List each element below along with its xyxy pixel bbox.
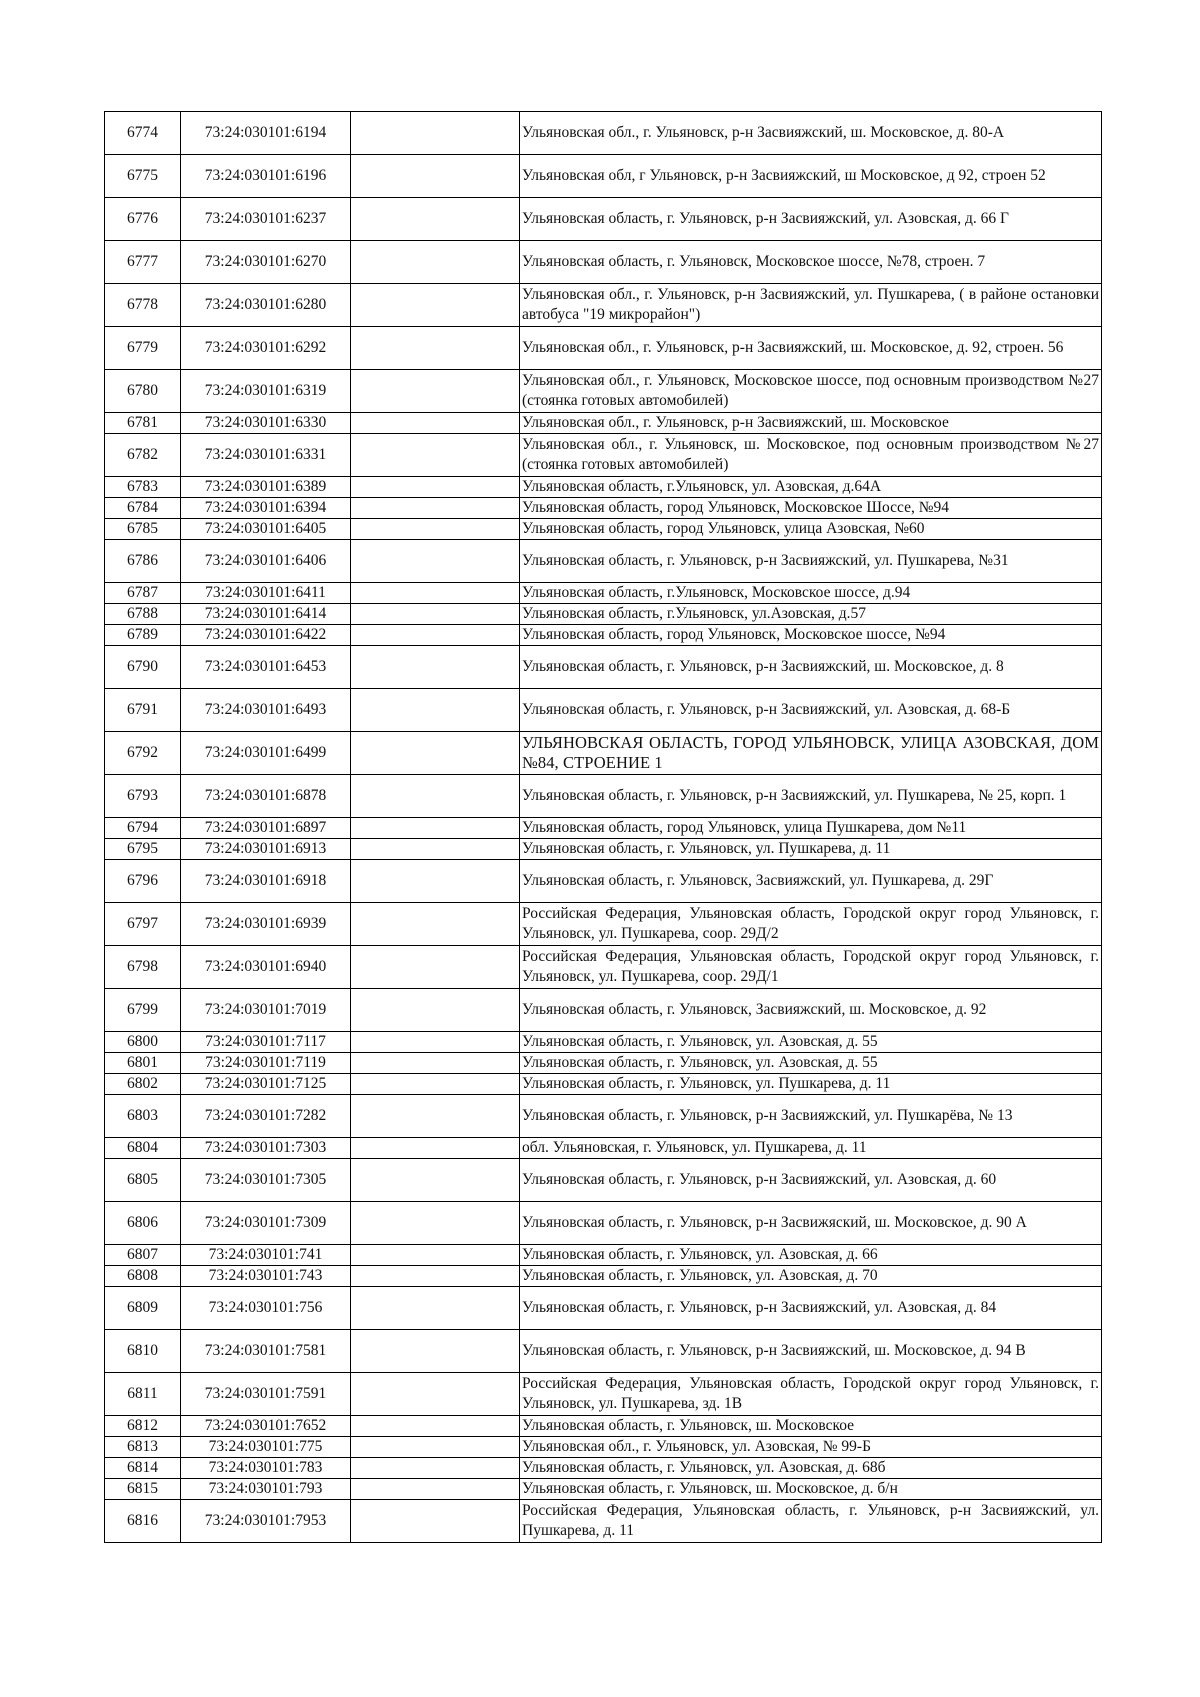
table-row <box>105 434 1102 477</box>
empty-cell <box>351 1159 520 1202</box>
table-row <box>105 1330 1102 1373</box>
table-row <box>105 818 1102 839</box>
address: Ульяновская область, г. Ульяновск, ш. Московское, д. б/н <box>520 1479 1102 1500</box>
cadastral-number: 73:24:030101:7581 <box>181 1330 351 1373</box>
table-row <box>105 775 1102 818</box>
address: Ульяновская область, город Ульяновск, улица Пушкарева, дом №11 <box>520 818 1102 839</box>
empty-cell <box>351 1458 520 1479</box>
empty-cell <box>351 818 520 839</box>
cadastral-number: 73:24:030101:6940 <box>181 946 351 989</box>
row-number: 6784 <box>105 498 181 519</box>
cadastral-number: 73:24:030101:6270 <box>181 241 351 284</box>
empty-cell <box>351 112 520 155</box>
cadastral-number: 73:24:030101:6389 <box>181 477 351 498</box>
table-row <box>105 1416 1102 1437</box>
address: Ульяновская область, г. Ульяновск, р-н Засвияжский, ул. Азовская, д. 66 Г <box>520 198 1102 241</box>
row-number: 6799 <box>105 989 181 1032</box>
row-number: 6795 <box>105 839 181 860</box>
cadastral-number: 73:24:030101:741 <box>181 1245 351 1266</box>
cadastral-number: 73:24:030101:7953 <box>181 1500 351 1543</box>
address: Ульяновская область, г. Ульяновск, ул. Азовская, д. 70 <box>520 1266 1102 1287</box>
cadastral-number: 73:24:030101:6918 <box>181 860 351 903</box>
row-number: 6774 <box>105 112 181 155</box>
address: Ульяновская область, город Ульяновск, улица Азовская, №60 <box>520 519 1102 540</box>
row-number: 6785 <box>105 519 181 540</box>
cadastral-number: 73:24:030101:6331 <box>181 434 351 477</box>
row-number: 6805 <box>105 1159 181 1202</box>
empty-cell <box>351 413 520 434</box>
row-number: 6787 <box>105 583 181 604</box>
table-row <box>105 1159 1102 1202</box>
address: Российская Федерация, Ульяновская область, Городской округ город Ульяновск, г. Ульяновск, ул. Пушкарева, соор. 29Д/1 <box>520 946 1102 989</box>
empty-cell <box>351 775 520 818</box>
address: Ульяновская область, г. Ульяновск, р-н Засвияжский, ул. Пушкарева, №31 <box>520 540 1102 583</box>
cadastral-number: 73:24:030101:6913 <box>181 839 351 860</box>
cadastral-number: 73:24:030101:7019 <box>181 989 351 1032</box>
table-row <box>105 284 1102 327</box>
empty-cell <box>351 498 520 519</box>
cadastral-number: 73:24:030101:775 <box>181 1437 351 1458</box>
row-number: 6807 <box>105 1245 181 1266</box>
address: Ульяновская область, город Ульяновск, Московское шоссе, №94 <box>520 625 1102 646</box>
row-number: 6797 <box>105 903 181 946</box>
table-row <box>105 604 1102 625</box>
empty-cell <box>351 1074 520 1095</box>
cadastral-number: 73:24:030101:756 <box>181 1287 351 1330</box>
row-number: 6781 <box>105 413 181 434</box>
empty-cell <box>351 1437 520 1458</box>
empty-cell <box>351 241 520 284</box>
address: Ульяновская область, г. Ульяновск, ш. Московское <box>520 1416 1102 1437</box>
address: УЛЬЯНОВСКАЯ ОБЛАСТЬ, ГОРОД УЛЬЯНОВСК, УЛИЦА АЗОВСКАЯ, ДОМ №84, СТРОЕНИЕ 1 <box>520 732 1102 775</box>
row-number: 6780 <box>105 370 181 413</box>
table-row <box>105 1138 1102 1159</box>
row-number: 6789 <box>105 625 181 646</box>
cadastral-number: 73:24:030101:6453 <box>181 646 351 689</box>
empty-cell <box>351 1266 520 1287</box>
row-number: 6808 <box>105 1266 181 1287</box>
table-row <box>105 946 1102 989</box>
address: Ульяновская обл., г. Ульяновск, р-н Засвияжский, ш. Московское <box>520 413 1102 434</box>
cadastral-number: 73:24:030101:6292 <box>181 327 351 370</box>
empty-cell <box>351 284 520 327</box>
cadastral-number: 73:24:030101:6939 <box>181 903 351 946</box>
address: Ульяновская область, г. Ульяновск, р-н Засвияжский, ул. Азовская, д. 60 <box>520 1159 1102 1202</box>
address: Ульяновская область, г. Ульяновск, ул. Азовская, д. 55 <box>520 1032 1102 1053</box>
address: Ульяновская обл, г Ульяновск, р-н Засвияжский, ш Московское, д 92, строен 52 <box>520 155 1102 198</box>
row-number: 6796 <box>105 860 181 903</box>
address: Российская Федерация, Ульяновская область, Городской округ город Ульяновск, г. Ульяновск, ул. Пушкарева, зд. 1В <box>520 1373 1102 1416</box>
table-row <box>105 1202 1102 1245</box>
row-number: 6782 <box>105 434 181 477</box>
empty-cell <box>351 370 520 413</box>
table-row <box>105 198 1102 241</box>
empty-cell <box>351 583 520 604</box>
address: Ульяновская область, город Ульяновск, Московское Шоссе, №94 <box>520 498 1102 519</box>
table-row <box>105 1437 1102 1458</box>
row-number: 6809 <box>105 1287 181 1330</box>
row-number: 6815 <box>105 1479 181 1500</box>
address: Ульяновская область, г. Ульяновск, р-н Засвияжский, ул. Пушкарёва, № 13 <box>520 1095 1102 1138</box>
table-row <box>105 477 1102 498</box>
address: Ульяновская область, г. Ульяновск, ул. Азовская, д. 55 <box>520 1053 1102 1074</box>
empty-cell <box>351 625 520 646</box>
cadastral-number: 73:24:030101:6493 <box>181 689 351 732</box>
table-row <box>105 989 1102 1032</box>
empty-cell <box>351 1095 520 1138</box>
row-number: 6792 <box>105 732 181 775</box>
address: Ульяновская область, г. Ульяновск, ул. Пушкарева, д. 11 <box>520 1074 1102 1095</box>
table-row <box>105 903 1102 946</box>
cadastral-number: 73:24:030101:7305 <box>181 1159 351 1202</box>
empty-cell <box>351 1245 520 1266</box>
row-number: 6816 <box>105 1500 181 1543</box>
table-row <box>105 646 1102 689</box>
row-number: 6783 <box>105 477 181 498</box>
address: Ульяновская область, г.Ульяновск, Московское шоссе, д.94 <box>520 583 1102 604</box>
cadastral-number: 73:24:030101:6897 <box>181 818 351 839</box>
cadastral-number: 73:24:030101:7309 <box>181 1202 351 1245</box>
cadastral-number: 73:24:030101:7117 <box>181 1032 351 1053</box>
row-number: 6814 <box>105 1458 181 1479</box>
table-row <box>105 1373 1102 1416</box>
cadastral-number: 73:24:030101:6330 <box>181 413 351 434</box>
row-number: 6779 <box>105 327 181 370</box>
address: обл. Ульяновская, г. Ульяновск, ул. Пушкарева, д. 11 <box>520 1138 1102 1159</box>
cadastral-number: 73:24:030101:7303 <box>181 1138 351 1159</box>
row-number: 6813 <box>105 1437 181 1458</box>
empty-cell <box>351 1287 520 1330</box>
row-number: 6800 <box>105 1032 181 1053</box>
cadastral-table <box>104 111 1102 1543</box>
row-number: 6798 <box>105 946 181 989</box>
empty-cell <box>351 989 520 1032</box>
address: Ульяновская обл., г. Ульяновск, Московское шоссе, под основным производством №27 (стоянка готовых автомобилей) <box>520 370 1102 413</box>
table-row <box>105 519 1102 540</box>
address: Ульяновская область, г. Ульяновск, р-н Засвияжский, ул. Азовская, д. 84 <box>520 1287 1102 1330</box>
table-row <box>105 732 1102 775</box>
row-number: 6786 <box>105 540 181 583</box>
address: Ульяновская область, г. Ульяновск, ул. Пушкарева, д. 11 <box>520 839 1102 860</box>
table-row <box>105 540 1102 583</box>
address: Ульяновская область, г. Ульяновск, Засвияжский, ш. Московское, д. 92 <box>520 989 1102 1032</box>
table-row <box>105 1245 1102 1266</box>
cadastral-number: 73:24:030101:7591 <box>181 1373 351 1416</box>
empty-cell <box>351 1202 520 1245</box>
table-row <box>105 1074 1102 1095</box>
row-number: 6778 <box>105 284 181 327</box>
row-number: 6802 <box>105 1074 181 1095</box>
empty-cell <box>351 646 520 689</box>
row-number: 6810 <box>105 1330 181 1373</box>
address: Российская Федерация, Ульяновская область, г. Ульяновск, р-н Засвияжский, ул. Пушкарева, д. 11 <box>520 1500 1102 1543</box>
cadastral-number: 73:24:030101:6196 <box>181 155 351 198</box>
table-row <box>105 327 1102 370</box>
cadastral-number: 73:24:030101:7652 <box>181 1416 351 1437</box>
cadastral-number: 73:24:030101:6405 <box>181 519 351 540</box>
cadastral-number: 73:24:030101:6411 <box>181 583 351 604</box>
table-row <box>105 1266 1102 1287</box>
address: Ульяновская область, г. Ульяновск, ул. Азовская, д. 66 <box>520 1245 1102 1266</box>
table-row <box>105 1500 1102 1543</box>
empty-cell <box>351 903 520 946</box>
table-row <box>105 370 1102 413</box>
empty-cell <box>351 1500 520 1543</box>
row-number: 6801 <box>105 1053 181 1074</box>
row-number: 6777 <box>105 241 181 284</box>
address: Ульяновская обл., г. Ульяновск, р-н Засвияжский, ш. Московское, д. 92, строен. 56 <box>520 327 1102 370</box>
cadastral-number: 73:24:030101:6499 <box>181 732 351 775</box>
cadastral-number: 73:24:030101:6394 <box>181 498 351 519</box>
empty-cell <box>351 1416 520 1437</box>
empty-cell <box>351 860 520 903</box>
row-number: 6791 <box>105 689 181 732</box>
address: Ульяновская обл., г. Ульяновск, р-н Засвияжский, ш. Московское, д. 80-А <box>520 112 1102 155</box>
address: Ульяновская обл., г. Ульяновск, ул. Азовская, № 99-Б <box>520 1437 1102 1458</box>
table-row <box>105 155 1102 198</box>
cadastral-number: 73:24:030101:6406 <box>181 540 351 583</box>
address: Ульяновская область, г. Ульяновск, р-н Засвияжский, ул. Азовская, д. 68-Б <box>520 689 1102 732</box>
table-row <box>105 1095 1102 1138</box>
table-row <box>105 1053 1102 1074</box>
cadastral-number: 73:24:030101:6194 <box>181 112 351 155</box>
table-row <box>105 1479 1102 1500</box>
cadastral-number: 73:24:030101:6237 <box>181 198 351 241</box>
empty-cell <box>351 839 520 860</box>
row-number: 6811 <box>105 1373 181 1416</box>
address: Ульяновская обл., г. Ульяновск, р-н Засвияжский, ул. Пушкарева, ( в районе остановки автобуса "19 микрорайон") <box>520 284 1102 327</box>
empty-cell <box>351 519 520 540</box>
table-row <box>105 413 1102 434</box>
row-number: 6806 <box>105 1202 181 1245</box>
table-row <box>105 689 1102 732</box>
address: Российская Федерация, Ульяновская область, Городской округ город Ульяновск, г. Ульяновск, ул. Пушкарева, соор. 29Д/2 <box>520 903 1102 946</box>
address: Ульяновская область, г. Ульяновск, Засвияжский, ул. Пушкарева, д. 29Г <box>520 860 1102 903</box>
empty-cell <box>351 1053 520 1074</box>
cadastral-number: 73:24:030101:7119 <box>181 1053 351 1074</box>
address: Ульяновская область, г.Ульяновск, ул. Азовская, д.64А <box>520 477 1102 498</box>
empty-cell <box>351 1373 520 1416</box>
empty-cell <box>351 732 520 775</box>
row-number: 6775 <box>105 155 181 198</box>
empty-cell <box>351 1032 520 1053</box>
cadastral-number: 73:24:030101:6319 <box>181 370 351 413</box>
cadastral-number: 73:24:030101:7125 <box>181 1074 351 1095</box>
table-row <box>105 1458 1102 1479</box>
empty-cell <box>351 477 520 498</box>
empty-cell <box>351 434 520 477</box>
table-row <box>105 625 1102 646</box>
empty-cell <box>351 689 520 732</box>
row-number: 6804 <box>105 1138 181 1159</box>
empty-cell <box>351 198 520 241</box>
row-number: 6812 <box>105 1416 181 1437</box>
row-number: 6793 <box>105 775 181 818</box>
cadastral-number: 73:24:030101:6280 <box>181 284 351 327</box>
table-row <box>105 241 1102 284</box>
empty-cell <box>351 1479 520 1500</box>
empty-cell <box>351 155 520 198</box>
cadastral-number: 73:24:030101:6414 <box>181 604 351 625</box>
table-row <box>105 1287 1102 1330</box>
table-row <box>105 839 1102 860</box>
empty-cell <box>351 604 520 625</box>
address: Ульяновская область, г. Ульяновск, Московское шоссе, №78, строен. 7 <box>520 241 1102 284</box>
cadastral-number: 73:24:030101:6422 <box>181 625 351 646</box>
address: Ульяновская обл., г. Ульяновск, ш. Московское, под основным производством №27 (стоянка готовых автомобилей) <box>520 434 1102 477</box>
cadastral-number: 73:24:030101:743 <box>181 1266 351 1287</box>
cadastral-number: 73:24:030101:783 <box>181 1458 351 1479</box>
table-row <box>105 583 1102 604</box>
row-number: 6803 <box>105 1095 181 1138</box>
cadastral-number: 73:24:030101:6878 <box>181 775 351 818</box>
empty-cell <box>351 540 520 583</box>
empty-cell <box>351 327 520 370</box>
address: Ульяновская область, г. Ульяновск, р-н Засвияжский, ш. Московское, д. 8 <box>520 646 1102 689</box>
address: Ульяновская область, г. Ульяновск, р-н Засвияжский, ш. Московское, д. 94 В <box>520 1330 1102 1373</box>
table-row <box>105 498 1102 519</box>
cadastral-number: 73:24:030101:793 <box>181 1479 351 1500</box>
address: Ульяновская область, г. Ульяновск, р-н Засвижяский, ш. Московское, д. 90 А <box>520 1202 1102 1245</box>
row-number: 6788 <box>105 604 181 625</box>
row-number: 6776 <box>105 198 181 241</box>
row-number: 6794 <box>105 818 181 839</box>
table-row <box>105 860 1102 903</box>
row-number: 6790 <box>105 646 181 689</box>
empty-cell <box>351 1330 520 1373</box>
address: Ульяновская область, г.Ульяновск, ул.Азовская, д.57 <box>520 604 1102 625</box>
empty-cell <box>351 1138 520 1159</box>
cadastral-number: 73:24:030101:7282 <box>181 1095 351 1138</box>
address: Ульяновская область, г. Ульяновск, ул. Азовская, д. 68б <box>520 1458 1102 1479</box>
empty-cell <box>351 946 520 989</box>
address: Ульяновская область, г. Ульяновск, р-н Засвияжский, ул. Пушкарева, № 25, корп. 1 <box>520 775 1102 818</box>
table-row <box>105 1032 1102 1053</box>
table-row <box>105 112 1102 155</box>
table-body <box>105 112 1102 1543</box>
